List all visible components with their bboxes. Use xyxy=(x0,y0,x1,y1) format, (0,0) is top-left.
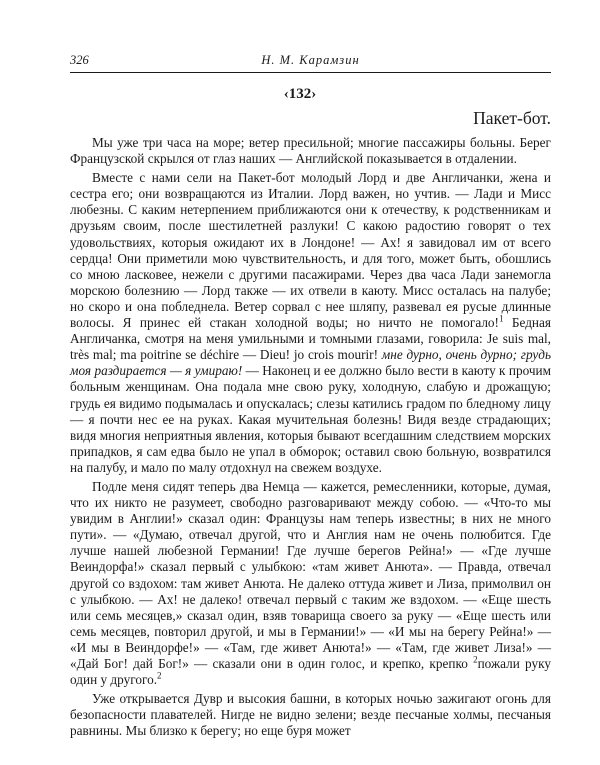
running-head: Н. М. Карамзин xyxy=(261,53,360,67)
paragraph xyxy=(70,170,551,476)
italic-translation: мне дурно, очень дурно; грудь моя раздирается — я умираю! xyxy=(70,347,552,379)
paragraph-text: Бедная Англичанка, смотря на меня умильными и томными глазами, говорила: Je suis mal, très mal; ma poitrine se déchire — Dieu! jo crois mourir! xyxy=(70,315,552,363)
page-header xyxy=(70,50,551,73)
paragraph-text: Вместе с нами сели на Пакет-бот молодый Лорд и две Англичанки, жена и сестра его; они возвращаются из Италии. Лорд важен, но учтив. — Лади и Мисс любезны. С каким нетерпением приближаются они к отечеству, к родственникам и друзьям своим, после шестилетней разлуки! С какою радостию говорят о тех удовольствиях, которыя ожидают их в Лондоне! — Ах! я завидовал им от всего сердца! Они приметили мою чувствительность, и для того, может быть, обошлись со мною ласковее, нежели с другими пасажирами. Через два часа Лади занемогла морскою болезнию — Лорд также — их отвели в каюту. Мисс осталась на палубе; но скоро и она побледнела. Ветер сорвал с нее шляпу, развевал ея русые длинные волосы. Я принес ей стакан холодной воды; но ничто не помогало! xyxy=(70,170,551,331)
letter-number: ‹132› xyxy=(283,86,317,102)
paragraph: Уже открывается Дувр и высокия башни, в которых ночью зажигают огонь для безопасности плавателей. Нигде не видно зелени; везде песчаные холмы, песчаныя равнины. Мы близко к берегу; но еще буря может xyxy=(70,691,551,739)
footnote-marker: 1 xyxy=(498,313,504,324)
paragraph-text: пожали руку один у другого. xyxy=(70,656,551,688)
letter-title: Пакет-бот. xyxy=(473,108,551,128)
footnote-marker: 2 xyxy=(157,670,162,681)
page-number: 326 xyxy=(70,53,89,67)
paragraph: Мы уже три часа на море; ветер пресильной; многие пассажиры больны. Берег Французской скрылся от глаз наших — Английской показывается в отдалении. xyxy=(70,135,551,167)
paragraph-text: — Наконец и ее должно было вести в каюту к прочим больным женщинам. Она подала мне свою руку, холодную, слабую и дрожащую; грудь ея видимо подымалась и опускалась; слезы катились градом по бледному лицу — я почти нес ее на руках. Какая мучительная болезнь! Видя везде страдающих; видя многия неприятныя явления, которыя бывают всегдашним следствием морских припадков, я сам едва было не упал в обморок; оставил свою больную, возвратился на палубу, и мало по малу отдохнул на свежем воздухе. xyxy=(70,363,552,475)
paragraph-text: Подле меня сидят теперь два Немца — кажется, ремесленники, которые, думая, что их никто не разумеет, свободно разговаривают между собою. — «Что-то мы увидим в Англии!» сказал один: Французы нам теперь известны; в них не много пути». — «Думаю, отвечал другой, что и Англия нам не очень полюбится. Где лучше нашей любезной Германии! Где лучше берегов Рейна!» — «Где лучше Веиндорфа!» сказал первый с улыбкою: «там живет Анюта». — Правда, отвечал другой со вздохом: там живет Анюта. Не далеко оттуда живет и Лиза, примолвил он с улыбкою. — Ах! не далеко! отвечал первый с таким же вздохом. — «Еще шесть или семь месяцев,» сказал один, взяв товарища своего за руку — «Еще шесть или семь месяцев, повторил другой, и мы в Германии!» — «И мы на берегу Рейна!» — «И мы в Веиндорфе!» — «Там, где живет Анюта!» — «Там, где живет Лиза!» — «Дай Бог! дай Бог!» — сказали они в один голос, и крепко, крепко xyxy=(70,478,551,671)
letter-body xyxy=(70,135,551,739)
paragraph xyxy=(70,479,551,688)
footnote-marker: 2 xyxy=(473,654,478,665)
